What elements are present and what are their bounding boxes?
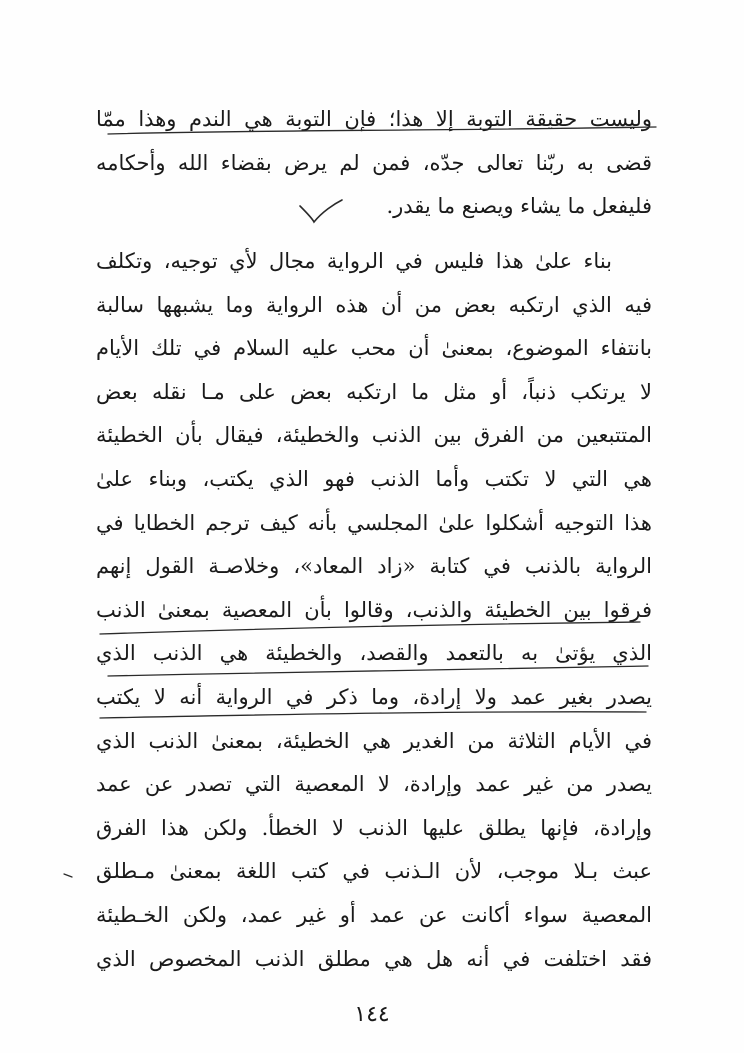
text-line: فليفعل ما يشاء ويصنع ما يقدر. [386, 194, 652, 219]
margin-tick [64, 874, 72, 877]
text-line: يصدر بغير عمد ولا إرادة، وما ذكر في الرواية أنه لا يكتب [96, 684, 652, 709]
text-line: لا يرتكب ذنباً، أو مثل ما ارتكبه بعض على مـا نقله بعض [96, 379, 652, 404]
text-line: المعصية سواء أكانت عن عمد أو غير عمد، ولكن الخـطيئة [96, 902, 652, 927]
paragraph-2 [96, 240, 652, 981]
text-line: بانتفاء الموضوع، بمعنىٰ أن محب عليه السلام في تلك الأيام [96, 336, 652, 361]
text-line: عبث بـلا موجب، لأن الـذنب في كتب اللغة بمعنىٰ مـطلق [96, 859, 652, 884]
text-line: وليست حقيقة التوبة إلا هذا؛ فإن التوبة هي الندم وهذا ممّا [96, 107, 652, 131]
page-number: ١٤٤ [354, 1002, 390, 1027]
text-line: فقد اختلفت في أنه هل هي مطلق الذنب المخصوص الذي [96, 946, 652, 971]
text-line: الذي يؤتىٰ به بالتعمد والقصد، والخطيئة هي الذنب الذي [96, 641, 652, 666]
text-line: في الأيام الثلاثة من الغدير هي الخطيئة، بمعنىٰ الذنب الذي [96, 728, 652, 753]
text-line: فيه الذي ارتكبه بعض من أن هذه الرواية وما يشبهها سالبة [96, 292, 652, 317]
paragraph-1 [96, 98, 652, 229]
text-line: وإرادة، فإنها يطلق عليها الذنب لا الخطأ. ولكن هذا الفرق [96, 815, 652, 840]
text-line: الرواية بالذنب في كتابة «زاد المعاد»، وخلاصـة القول إنهم [96, 554, 652, 579]
text-line: المتتبعين من الفرق بين الذنب والخطيئة، فيقال بأن الخطيئة [96, 423, 652, 448]
text-line: يصدر من غير عمد وإرادة، لا المعصية التي تصدر عن عمد [96, 772, 652, 797]
text-line: هي التي لا تكتب وأما الذنب فهو الذي يكتب، وبناء علىٰ [96, 466, 652, 491]
text-line: فرقوا بين الخطيئة والذنب، وقالوا بأن المعصية بمعنىٰ الذنب [96, 597, 652, 622]
text-line: هذا التوجيه أشكلوا علىٰ المجلسي بأنه كيف ترجم الخطايا في [96, 510, 652, 535]
text-line: قضى به ربّنا تعالى جدّه، فمن لم يرض بقضاء الله وأحكامه [96, 150, 652, 175]
text-line: بناء علىٰ هذا فليس في الرواية مجال لأي توجيه، وتكلف [96, 249, 612, 273]
